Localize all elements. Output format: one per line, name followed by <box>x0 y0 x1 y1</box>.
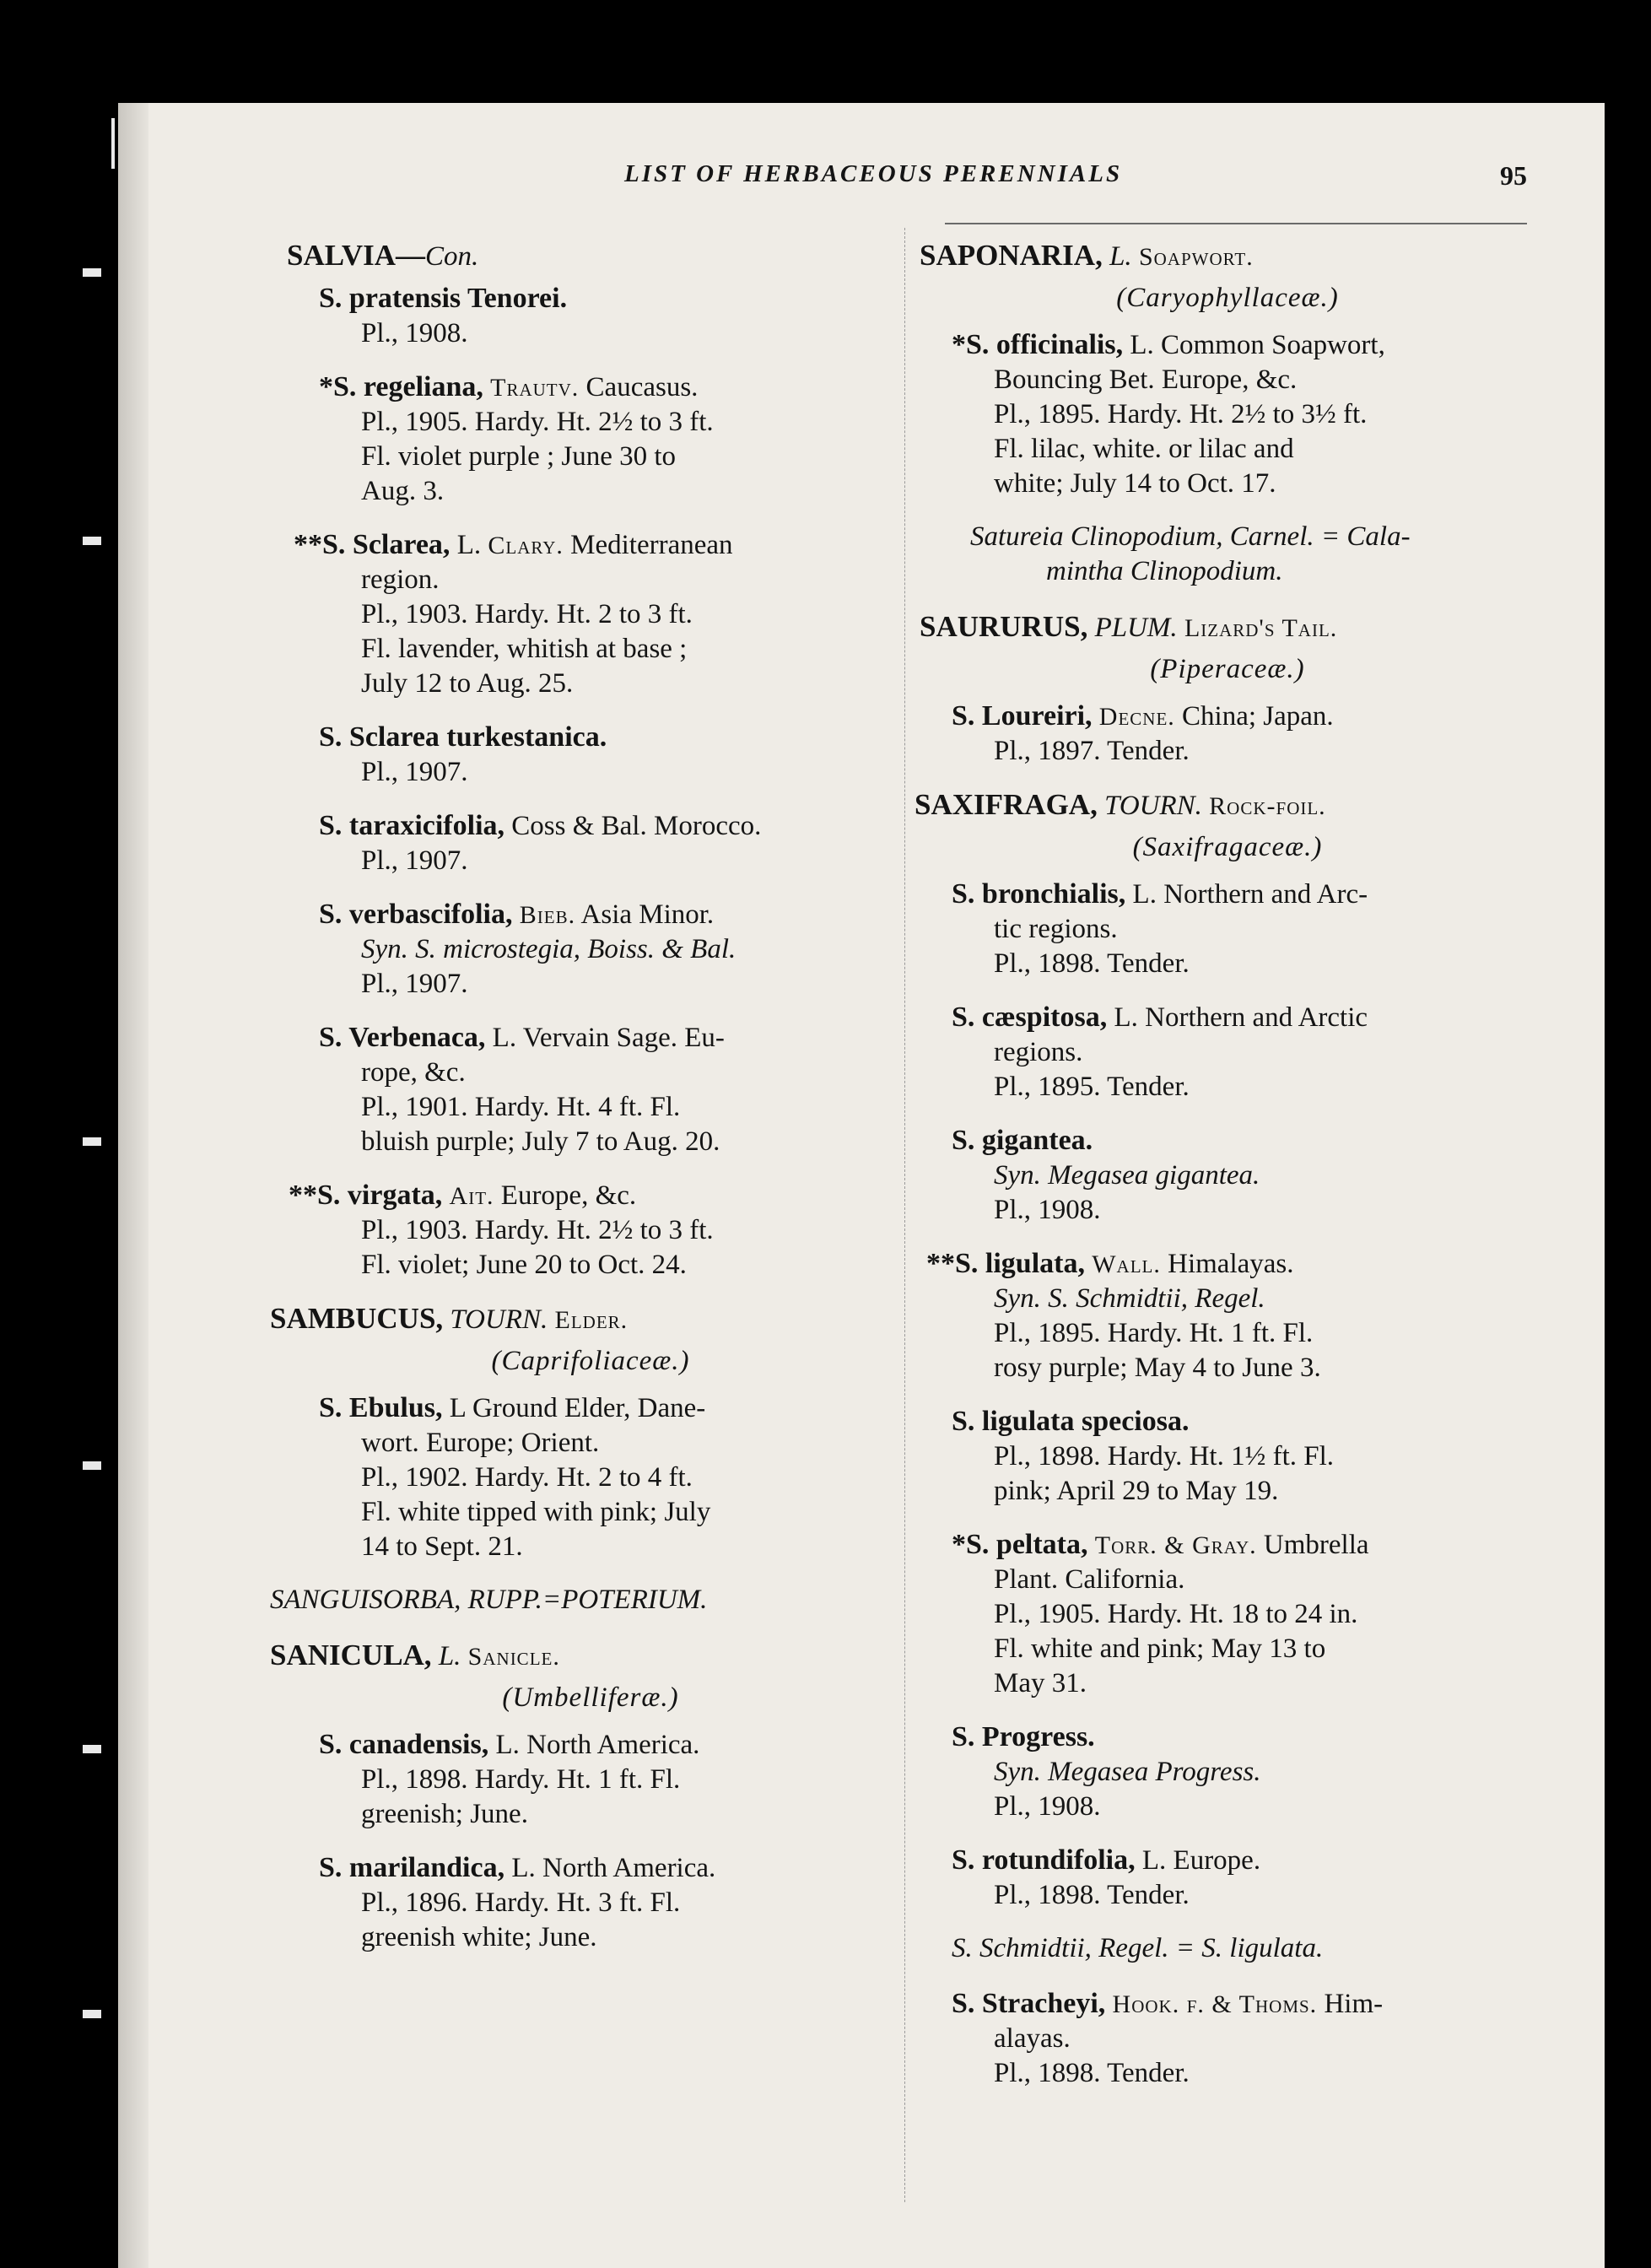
species-entry: S. canadensis, L. North America. Pl., 1898. Hardy. Ht. 1 ft. Fl. greenish; June. <box>319 1729 700 1829</box>
species-entry: S. Loureiri, Decne. China; Japan. Pl., 1897. Tender. <box>952 700 1334 766</box>
cross-reference: Satureia Clinopodium, Carnel. = Cala- mintha Clinopodium. <box>970 521 1411 586</box>
scan-mark <box>83 1461 101 1470</box>
genus-heading: SAXIFRAGA, TOURN. Rock-foil. <box>915 788 1326 821</box>
family-name: (Piperaceæ.) <box>1150 654 1305 684</box>
species-entry: S. marilandica, L. North America. Pl., 1896. Hardy. Ht. 3 ft. Fl. greenish white; June. <box>319 1852 716 1952</box>
species-entry: S. rotundifolia, L. Europe. Pl., 1898. Tender. <box>952 1844 1261 1910</box>
species-entry: S. gigantea. Syn. Megasea gigantea. Pl., 1908. <box>952 1125 1260 1225</box>
scan-mark <box>83 1745 101 1753</box>
species-entry: S. Verbenaca, L. Vervain Sage. Eu- rope, &c. Pl., 1901. Hardy. Ht. 4 ft. Fl. bluish purple; July 7 to Aug. 20. <box>319 1022 725 1157</box>
genus-heading: SAMBUCUS, TOURN. Elder. <box>270 1302 629 1335</box>
species-entry: *S. officinalis, L. Common Soapwort, Bouncing Bet. Europe, &c. Pl., 1895. Hardy. Ht. 2½ to 3½ ft. Fl. lilac, white. or lilac and white; July 14 to Oct. 17. <box>952 329 1385 499</box>
page-binding-edge <box>118 103 148 2268</box>
genus-heading: SANICULA, L. Sanicle. <box>270 1639 560 1671</box>
right-column <box>915 238 1535 2109</box>
column-divider <box>904 228 905 2202</box>
left-column <box>270 238 894 1974</box>
species-entry: S. Stracheyi, Hook. f. & Thoms. Him- alayas. Pl., 1898. Tender. <box>952 1988 1384 2088</box>
cross-reference: SANGUISORBA, RUPP.=POTERIUM. <box>270 1585 708 1615</box>
page-header <box>118 152 1605 202</box>
genus-heading: SAURURUS, PLUM. Lizard's Tail. <box>920 610 1338 643</box>
species-entry: S. Sclarea turkestanica. Pl., 1907. <box>319 721 607 787</box>
species-entry: *S. peltata, Torr. & Gray. Umbrella Plant. California. Pl., 1905. Hardy. Ht. 18 to 24 in. Fl. white and pink; May 13 to May 31. <box>952 1529 1369 1698</box>
family-name: (Umbelliferæ.) <box>502 1682 679 1713</box>
species-entry: S. verbascifolia, Bieb. Asia Minor. Syn. S. microstegia, Boiss. & Bal. Pl., 1907. <box>319 899 736 999</box>
species-entry: S. bronchialis, L. Northern and Arc- tic regions. Pl., 1898. Tender. <box>952 878 1368 979</box>
species-entry: S. ligulata speciosa. Pl., 1898. Hardy. Ht. 1½ ft. Fl. pink; April 29 to May 19. <box>952 1406 1335 1506</box>
species-entry: S. Progress. Syn. Megasea Progress. Pl., 1908. <box>952 1721 1261 1822</box>
running-title: LIST OF HERBACEOUS PERENNIALS <box>624 160 1123 187</box>
species-entry: **S. virgata, Ait. Europe, &c. Pl., 1903. Hardy. Ht. 2½ to 3 ft. Fl. violet; June 20 to Oct. 24. <box>289 1180 714 1280</box>
scan-mark <box>111 118 115 169</box>
scan-margin <box>0 0 118 2268</box>
page-number: 95 <box>1500 160 1527 191</box>
genus-heading: SAPONARIA, L. Soapwort. <box>920 239 1254 272</box>
cross-reference: S. Schmidtii, Regel. = S. ligulata. <box>952 1933 1324 1963</box>
scan-mark <box>83 2010 101 2018</box>
book-page <box>118 103 1605 2268</box>
scan-mark <box>83 537 101 545</box>
family-name: (Caryophyllaceæ.) <box>1116 283 1339 313</box>
species-entry: S. Ebulus, L Ground Elder, Dane- wort. Europe; Orient. Pl., 1902. Hardy. Ht. 2 to 4 ft. Fl. white tipped with pink; July 14 to Sept. 21. <box>319 1392 711 1562</box>
species-entry: *S. regeliana, Trautv. Caucasus. Pl., 1905. Hardy. Ht. 2½ to 3 ft. Fl. violet purple ; June 30 to Aug. 3. <box>319 371 714 506</box>
header-rule <box>945 223 1527 224</box>
species-entry: S. cæspitosa, L. Northern and Arctic regions. Pl., 1895. Tender. <box>952 1002 1368 1102</box>
species-entry: **S. ligulata, Wall. Himalayas. Syn. S. Schmidtii, Regel. Pl., 1895. Hardy. Ht. 1 ft. Fl. rosy purple; May 4 to June 3. <box>926 1248 1321 1383</box>
scan-mark <box>83 268 101 277</box>
species-entry: **S. Sclarea, L. Clary. Mediterranean region. Pl., 1903. Hardy. Ht. 2 to 3 ft. Fl. lavender, whitish at base ; July 12 to Aug. 25. <box>294 529 733 699</box>
family-name: (Saxifragaceæ.) <box>1132 832 1323 862</box>
scan-mark <box>83 1137 101 1146</box>
family-name: (Caprifoliaceæ.) <box>491 1346 690 1376</box>
genus-heading: SALVIA—Con. <box>287 239 479 272</box>
species-entry: S. pratensis Tenorei. Pl., 1908. <box>319 283 568 348</box>
species-entry: S. taraxicifolia, Coss & Bal. Morocco. Pl., 1907. <box>319 810 762 876</box>
